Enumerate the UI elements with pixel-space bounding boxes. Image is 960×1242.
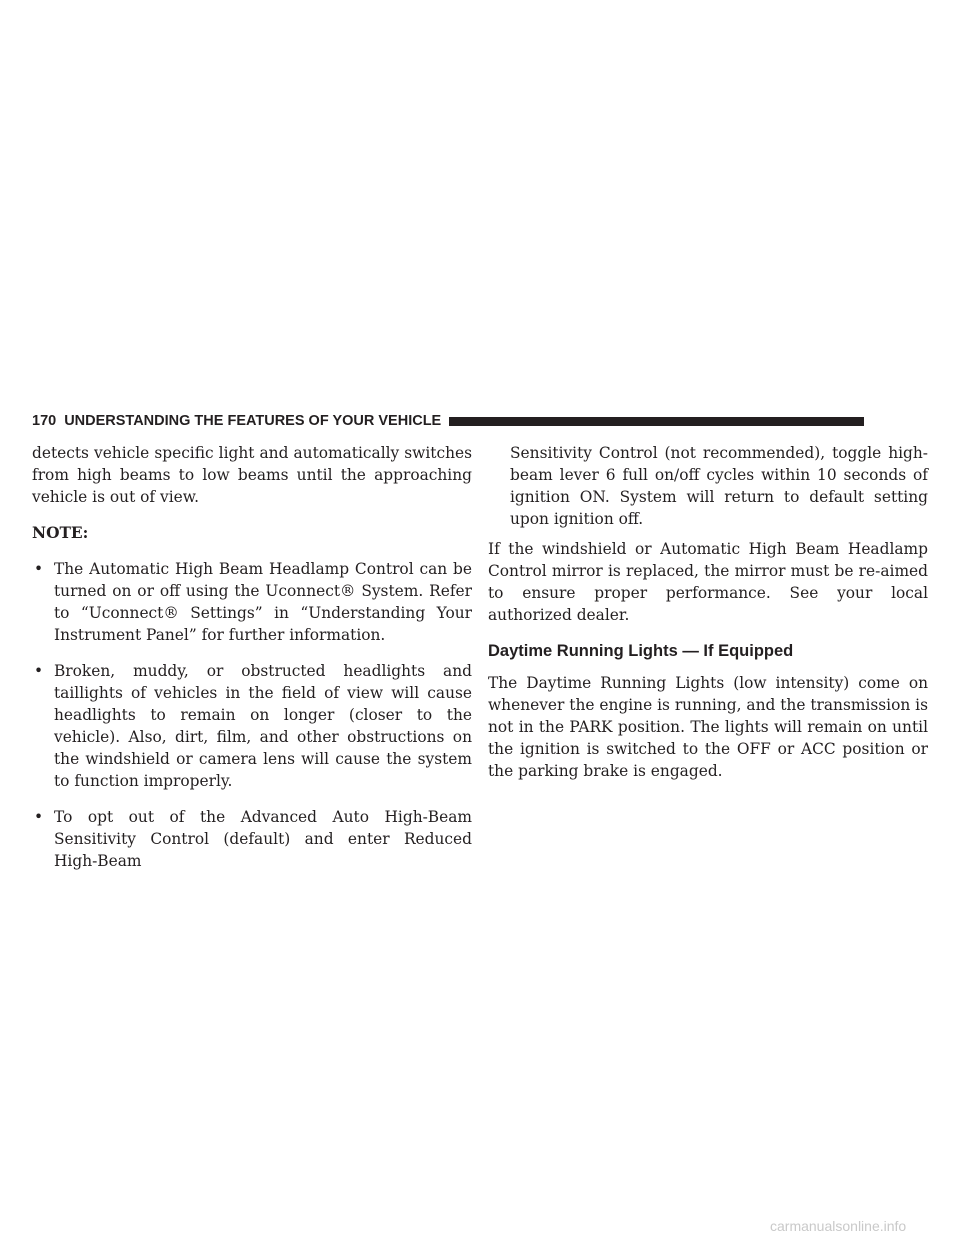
page-header — [32, 411, 864, 431]
left-column — [32, 442, 472, 886]
running-title: UNDERSTANDING THE FEATURES OF YOUR VEHICLE — [64, 413, 442, 429]
bullet-continuation: Sensitivity Control (not recommended), toggle high-beam lever 6 full on/off cycles within 10 seconds of ignition ON. System will return to default setting upon ignition off. — [510, 444, 928, 528]
watermark-text: carmanualsonline.info — [770, 1218, 907, 1234]
bullet-icon: • — [34, 662, 44, 680]
section-heading: Daytime Running Lights — If Equipped — [488, 642, 794, 660]
intro-paragraph: detects vehicle specific light and automatically switches from high beams to low beams until the approaching vehicle is out of view. — [32, 444, 472, 506]
page-number: 170 — [32, 413, 57, 429]
list-item — [32, 558, 472, 646]
right-column — [488, 442, 928, 796]
note-list — [32, 558, 472, 872]
list-item-text: The Automatic High Beam Headlamp Control can be turned on or off using the Uconnect® System. Refer to “Uconnect® Settings” in “Understanding Your Instrument Panel” for further information. — [54, 560, 472, 644]
list-item-text: To opt out of the Advanced Auto High-Beam Sensitivity Control (default) and enter Reduced High-Beam — [54, 808, 472, 870]
mirror-paragraph: If the windshield or Automatic High Beam Headlamp Control mirror is replaced, the mirror must be re-aimed to ensure proper performance. See your local authorized dealer. — [488, 540, 928, 624]
list-item-text: Broken, muddy, or obstructed headlights and taillights of vehicles in the field of view will cause headlights to remain on longer (closer to the vehicle). Also, dirt, film, and other obstructions on the windshield or camera lens will cause the system to function improperly. — [54, 662, 472, 790]
header-rule — [449, 417, 864, 426]
bullet-icon: • — [34, 560, 44, 578]
drl-paragraph: The Daytime Running Lights (low intensity) come on whenever the engine is running, and the transmission is not in the PARK position. The lights will remain on until the ignition is switched to the OFF or ACC position or the parking brake is engaged. — [488, 674, 928, 780]
bullet-icon: • — [34, 808, 44, 826]
list-item — [32, 660, 472, 792]
list-item — [32, 806, 472, 872]
note-label: NOTE: — [32, 524, 89, 542]
